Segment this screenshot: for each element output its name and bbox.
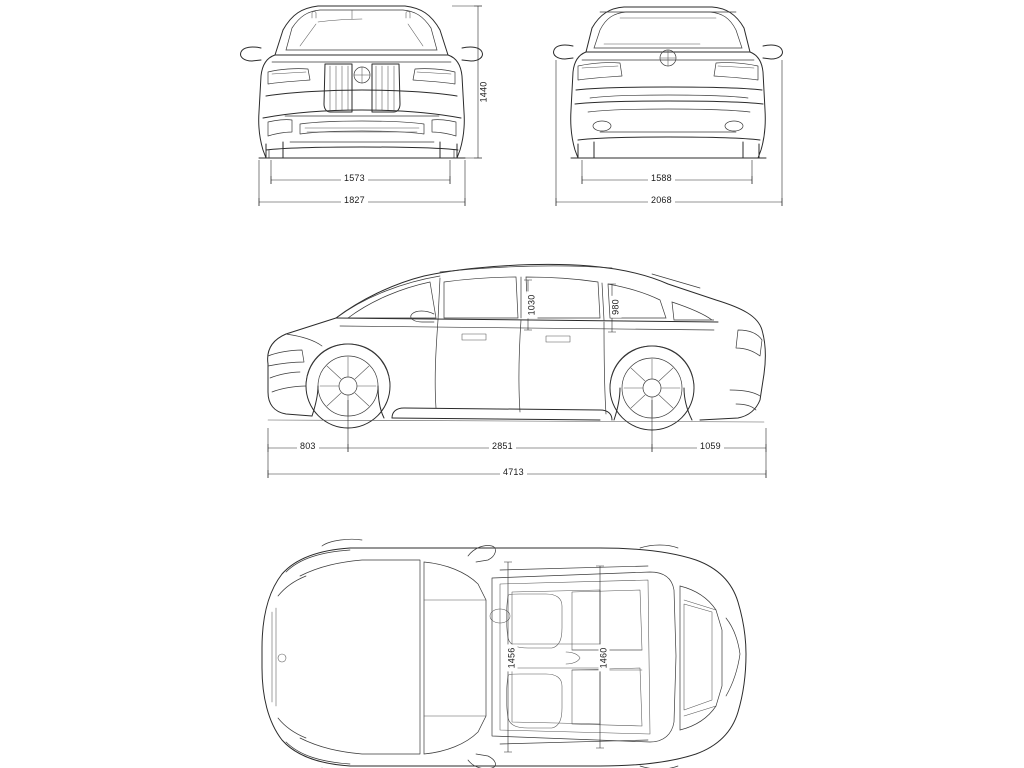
front-view-group — [241, 6, 483, 158]
dim-label-width-with-mirrors: 2068 — [648, 195, 675, 206]
rear-view-dimensions — [556, 60, 782, 206]
dim-label-rear-headroom: 980 — [611, 296, 622, 318]
dim-label-rear-track: 1588 — [648, 173, 675, 184]
dim-label-overall-height: 1440 — [479, 79, 490, 106]
dim-label-front-track: 1573 — [341, 173, 368, 184]
dim-label-front-overhang: 803 — [297, 441, 319, 452]
rear-view-group — [554, 7, 783, 158]
dim-label-rear-overhang: 1059 — [697, 441, 724, 452]
top-view-group — [262, 539, 746, 768]
dim-label-front-headroom: 1030 — [527, 292, 538, 319]
dim-label-rear-shoulder-room: 1460 — [599, 645, 610, 672]
dim-label-front-shoulder-room: 1456 — [507, 645, 518, 672]
dim-label-overall-width: 1827 — [341, 195, 368, 206]
side-view-group — [268, 264, 766, 430]
dim-label-wheelbase: 2851 — [489, 441, 516, 452]
dim-label-overall-length: 4713 — [500, 467, 527, 478]
